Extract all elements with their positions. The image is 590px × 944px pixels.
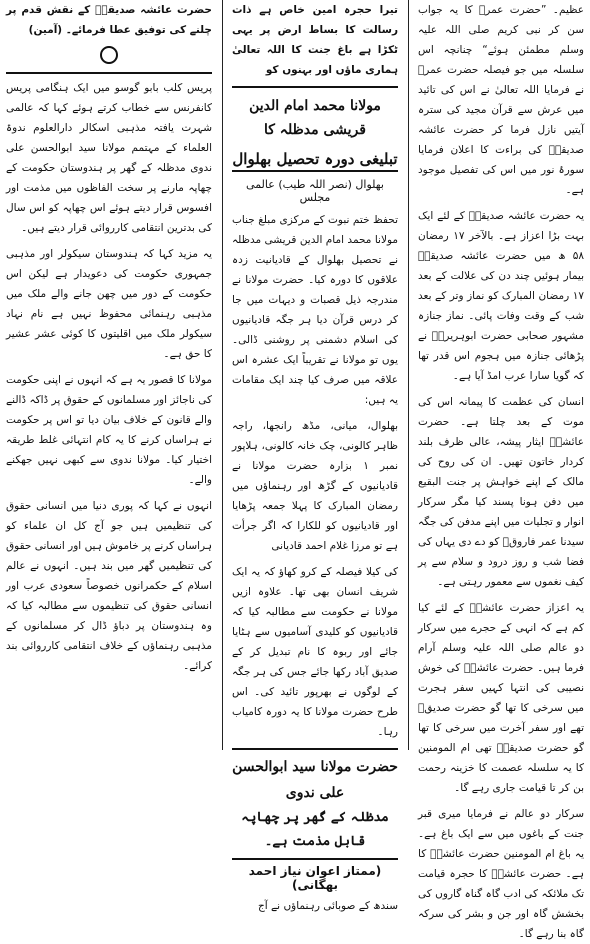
circle-ornament-icon: [100, 46, 118, 64]
middle-column: [226, 0, 404, 912]
left-paragraph-2: یہ مزید کہا کہ ہندوستان سیکولر اور مذہبی جمہوری حکومت کی دعویدار ہے لیکن اس حکومت کے دور میں چھن جانے والے ملک میں مذہبی رہنمائی محفوظ نہیں ہے نام نہاد سیکولر ملک میں اقلیتوں کا کوئی عشر عشیر کا حق ہے۔: [6, 248, 212, 360]
left-paragraph-3: مولانا کا قصور یہ ہے کہ انہوں نے اپنی حکومت کی ناجائز اور مسلمانوں کے حقوق پر ڈاکہ ڈالنے والے قانون کے خلاف بیان دیا تو اس پر حکومت نے ہراساں کرنے کا یہ کام انتہائی غلط طریقہ اختیار کیا۔ مولانا ندوی سے کبھی نہیں جھکنے والے۔: [6, 374, 212, 486]
right-column: [412, 0, 590, 940]
article-byline: (ممتاز اعوان نیاز احمد بھگانی): [248, 864, 382, 892]
middle-paragraph-2: بھلوال، میانی، مڈھ رانجھا، راجہ ظاہر کالونی، چک خانہ کالونی، ہلاپور نمبر ۱ بزارہ حضرت مولانا نے قادیانیوں کے گڑھ اور رہنماؤں میں رمضان المبارک کا پہلا جمعہ پڑھایا اور قادیانیوں کو للکارا کہ اگر جرأت ہے تو مرزا غلام احمد قادیانی: [232, 420, 399, 552]
article-subhead: [232, 146, 398, 172]
left-column: [0, 0, 218, 750]
right-paragraph-5: سرکار دو عالم نے فرمایا میری قبر جنت کے باغوں میں سے ایک باغ ہے۔ یہ باغ ام المومنین حضرت عائشہؓ کا ہے۔ حضرت عائشہؓ کا حجرہ قیامت تک ملائکہ کی ادب گاہ گناہ گاروں کی بخشش گاہ اور جن و بشر کی سرکہ گاہ بنا رہے گا۔: [418, 808, 584, 940]
column-divider: [222, 0, 223, 750]
right-paragraph-4: یہ اعزاز حضرت عائشہؓ کے لئے کیا کم ہے کہ انہی کے حجرے میں سرکار دو عالم صلی اللہ علیہ وسلم آرام فرما ہیں۔ حضرت عائشہؓ کی خوش نصیبی کی انتہا کہیں سفر ہجرت میں سرخی کا تھا گو حضرت صدیقؓ تھے اور سفر آخرت میں سرخی کا تھا گو حضرت صدیقہؓ تھی ام المومنین کا یہ سلسلہ عصمت کا خزینہ رحمت بن کر تا قیامت جاری رہے گا۔: [418, 602, 584, 794]
right-paragraph-2: یہ حضرت عائشہ صدیقہؓ کے لئے ایک بہت بڑا اعزاز ہے۔ بالآخر ۱۷ رمضان ۵۸ ھ میں حضرت عائشہ صدیقہؓ بیمار ہوئیں چند دن کی علالت کے بعد ۱۷ رمضان المبارک کو نماز وتر کے بعد شب کے وقت وفات پائی۔ نماز جنازہ مشہور صحابی حضرت ابوہریرہؓ نے پڑھائی جنازہ میں ہجوم اس قدر تھا کہ گویا سارا عرب امڈ آیا ہے۔: [418, 210, 584, 382]
bottom-headline-line-1: حضرت مولانا سید ابوالحسن علی ندوی: [232, 759, 398, 801]
bottom-headline-box: [232, 748, 398, 860]
bottom-headline-line-2: مدظلہ کے گھر پر چھاپہ قابل مذمت ہے۔: [241, 810, 389, 849]
column-divider: [408, 0, 409, 750]
left-paragraph-1: پریس کلب بابو گوسو میں ایک ہنگامی پریس کانفرنس سے خطاب کرتے ہوئے کہا کہ عالمی شہرت یافتہ مذہبی اسکالر دارالعلوم ندوۃ العلماء کے مہتمم مولانا سید ابوالحسن علی ندوی مدظلہ کے گھر پر ہندوستان حکومت کے چھاپہ مارنے پر سخت الفاظوں میں مذمت اور افسوس قرار دیتے ہوئے اس چھاپہ کو اس سال کی بدترین انتقامی کارروائی قرار دیتے ہیں۔: [6, 82, 212, 234]
article-headline: مولانا محمد امام الدین قریشی مدظلہ کا: [249, 98, 381, 138]
section-divider: [232, 86, 398, 88]
article-subhead-text: تبلیغی دورہ تحصیل بھلوال: [232, 150, 397, 172]
left-paragraph-4: انہوں نے کہا کہ پوری دنیا میں انسانی حقوق کی تنظیمیں ہیں جو آج کل ان علماء کو ہراساں کرنے پر خاموش ہیں اور انسانی حقوق کی تنظیمیں گھر میں بند ہیں۔ انہوں نے عالم اسلام کے حکمرانوں خصوصاً سعودی عرب اور انسانی حقوق کی تنظیموں سے مطالبہ کیا کہ وہ ہندوستان پر دباؤ ڈال کر مسلمانوں کے مذہبی رہنماؤں کے خلاف انتقامی کارروائی بند کرائے۔: [6, 500, 212, 672]
poem-text: تیرا حجرہ امین خاص ہے ذات رسالت کا بساط ارض پر یہی ٹکڑا ہے باغ جنت کا اللہ تعالیٰ ہماری ماؤں اور بہنوں کو: [232, 4, 398, 76]
article-dateline: بھلوال (نصر اللہ طیب) عالمی مجلس: [246, 178, 384, 204]
right-paragraph-1: عظیم۔ ”حضرت عمرؓ کا یہ جواب سن کر نبی کریم صلی اللہ علیہ وسلم مطمئن ہوئے“ چنانچہ اس سلسلہ میں جو فیصلہ حضرت عمرؓ نے فرمایا اللہ تعالیٰ نے اس کی تائید میں عرش سے قرآن مجید کی سترہ آیتیں نازل فرما کر حضرت عائشہ صدیقہؓ کی براءت کا اعلان فرمایا سورۂ نور میں اس کی تفصیل موجود ہے۔: [418, 4, 584, 196]
section-divider: [6, 72, 212, 74]
closing-prayer-text: حضرت عائشہ صدیقہؓ کے نقش قدم پر چلنے کی توفیق عطا فرمائے۔ (آمین): [6, 4, 212, 36]
middle-paragraph-1: تحفظ ختم نبوت کے مرکزی مبلغ جناب مولانا محمد امام الدین قریشی مدظلہ نے تحصیل بھلوال کے قادیانیت زدہ علاقوں کا دورہ کیا۔ حضرت مولانا نے مندرجہ ذیل قصبات و دیہات میں جا کر درس قرآن دیا ہر جگہ قادیانیوں کی اسلام دشمنی پر روشنی ڈالی۔ یوں تو مولانا نے تقریباً ایک عشرہ اس علاقہ میں صرف کیا چند ایک مقامات یہ ہیں:: [232, 214, 398, 406]
middle-paragraph-3: کی کیلا فیصلہ کے کرو کھاؤ کہ یہ ایک شریف انسان بھی تھا۔ علاوہ ازیں مولانا نے حکومت سے مطالبہ کیا کہ قادیانیوں کو کلیدی آسامیوں سے ہٹایا جائے اور ربوہ کا نام تبدیل کر کے صدیق آباد رکھا جائے جس کی ہر جگہ کے لوگوں نے بھرپور تائید کی۔ اس طرح حضرت مولانا کا یہ دورہ کامیاب رہا۔: [232, 566, 398, 738]
right-paragraph-3: انسان کی عظمت کا پیمانہ اس کی موت کے بعد چلتا ہے۔ حضرت عائشہؓ ایثار پیشہ، عالی ظرف بلند کردار خاتون تھیں۔ ان کی روح کی مالک کے اپنے خواہش پر جنت البقیع میں دفن ہونا پسند کیا مگر سرکار انوار و تجلیات میں اپنے مدفن کی جگہ سیدنا عمر فاروقؓ کو دے دی یہاں کی فضا شب و روز درود و سلام سے پر کیف نغموں سے معمور رہتی ہے۔: [418, 396, 584, 588]
middle-last-line: سندھ کے صوبائی رہنماؤں نے آج: [258, 900, 398, 912]
